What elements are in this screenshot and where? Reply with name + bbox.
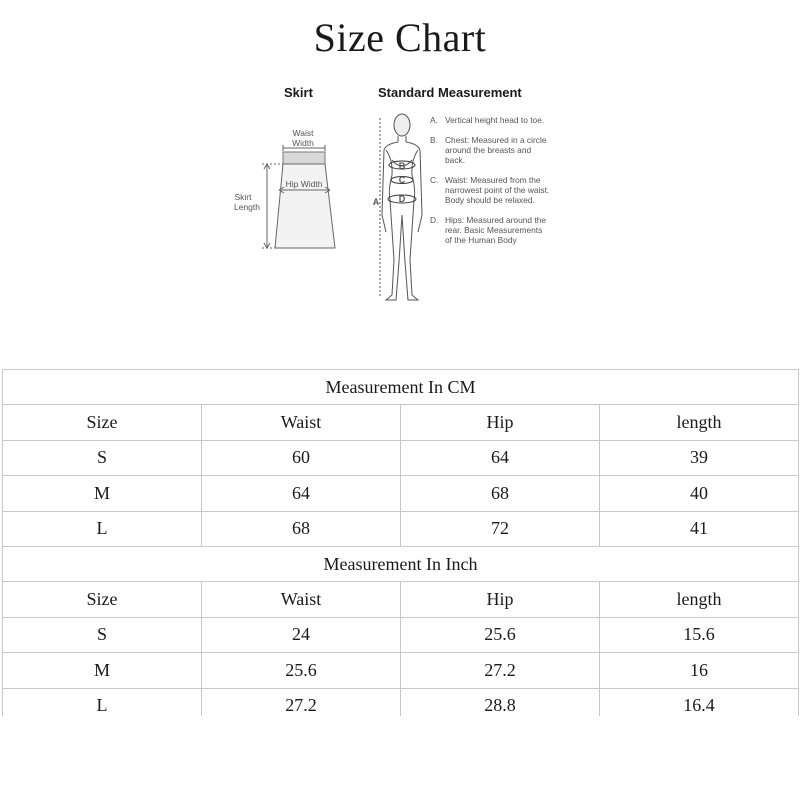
body-letter-c: C [398,175,406,185]
cm-caption: Measurement In CM [3,370,799,405]
standard-measurement-heading: Standard Measurement [378,85,522,100]
body-letter-d: D [398,194,406,204]
note-letter: D. [430,215,439,225]
note-text: Hips: Measured around the rear. Basic Measurements of the Human Body [445,215,547,245]
table-cell: 16.4 [600,688,799,716]
table-row [3,511,799,547]
column-header: Size [3,405,202,441]
note-letter: C. [430,175,439,185]
table-cell: 68 [202,511,401,547]
skirt-length-label-line1: Skirt [234,192,252,202]
body-letter-b: B [398,161,406,171]
table-cell: L [3,688,202,716]
table-row [3,653,799,689]
skirt-heading: Skirt [284,85,313,100]
table-cell: 15.6 [600,617,799,653]
note-c [430,175,550,205]
inch-caption-row [3,547,799,582]
note-text: Chest: Measured in a circle around the breasts and back. [445,135,547,165]
table-cell: 64 [401,440,600,476]
inch-caption: Measurement In Inch [3,547,799,582]
measurement-diagram [0,0,800,320]
size-table [2,369,799,716]
note-letter: A. [430,115,438,125]
table-cell: 25.6 [401,617,600,653]
table-cell: 72 [401,511,600,547]
table-row [3,617,799,653]
body-letter-a: A [372,197,380,207]
cm-header-row [3,405,799,441]
measurement-notes [430,115,550,255]
table-cell: S [3,617,202,653]
table-cell: 68 [401,476,600,512]
table-cell: L [3,511,202,547]
table-cell: 25.6 [202,653,401,689]
table-cell: 16 [600,653,799,689]
column-header: length [600,405,799,441]
column-header: Hip [401,582,600,618]
table-cell: 24 [202,617,401,653]
waist-width-label-line2: Width [292,138,314,148]
skirt-illustration [262,145,335,248]
table-cell: 27.2 [202,688,401,716]
note-text: Vertical height head to toe. [445,115,545,125]
table-cell: 28.8 [401,688,600,716]
table-row [3,440,799,476]
table-row [3,688,799,716]
table-cell: M [3,476,202,512]
size-tables [2,369,800,716]
note-d [430,215,550,245]
note-text: Waist: Measured from the narrowest point of the waist. Body should be relaxed. [445,175,550,205]
column-header: Waist [202,582,401,618]
column-header: Hip [401,405,600,441]
hip-width-label: Hip Width [285,179,323,189]
table-cell: S [3,440,202,476]
table-row [3,476,799,512]
column-header: Waist [202,405,401,441]
page-title: Size Chart [313,15,487,60]
skirt-length-label-line2: Length [234,202,260,212]
note-a [430,115,550,125]
table-cell: 27.2 [401,653,600,689]
column-header: length [600,582,799,618]
inch-header-row [3,582,799,618]
column-header: Size [3,582,202,618]
table-cell: 39 [600,440,799,476]
waist-width-label-line1: Waist [292,128,314,138]
human-body-figure [380,114,422,300]
table-cell: M [3,653,202,689]
note-b [430,135,550,165]
cm-caption-row [3,370,799,405]
table-cell: 64 [202,476,401,512]
table-cell: 40 [600,476,799,512]
table-cell: 41 [600,511,799,547]
table-cell: 60 [202,440,401,476]
note-letter: B. [430,135,438,145]
